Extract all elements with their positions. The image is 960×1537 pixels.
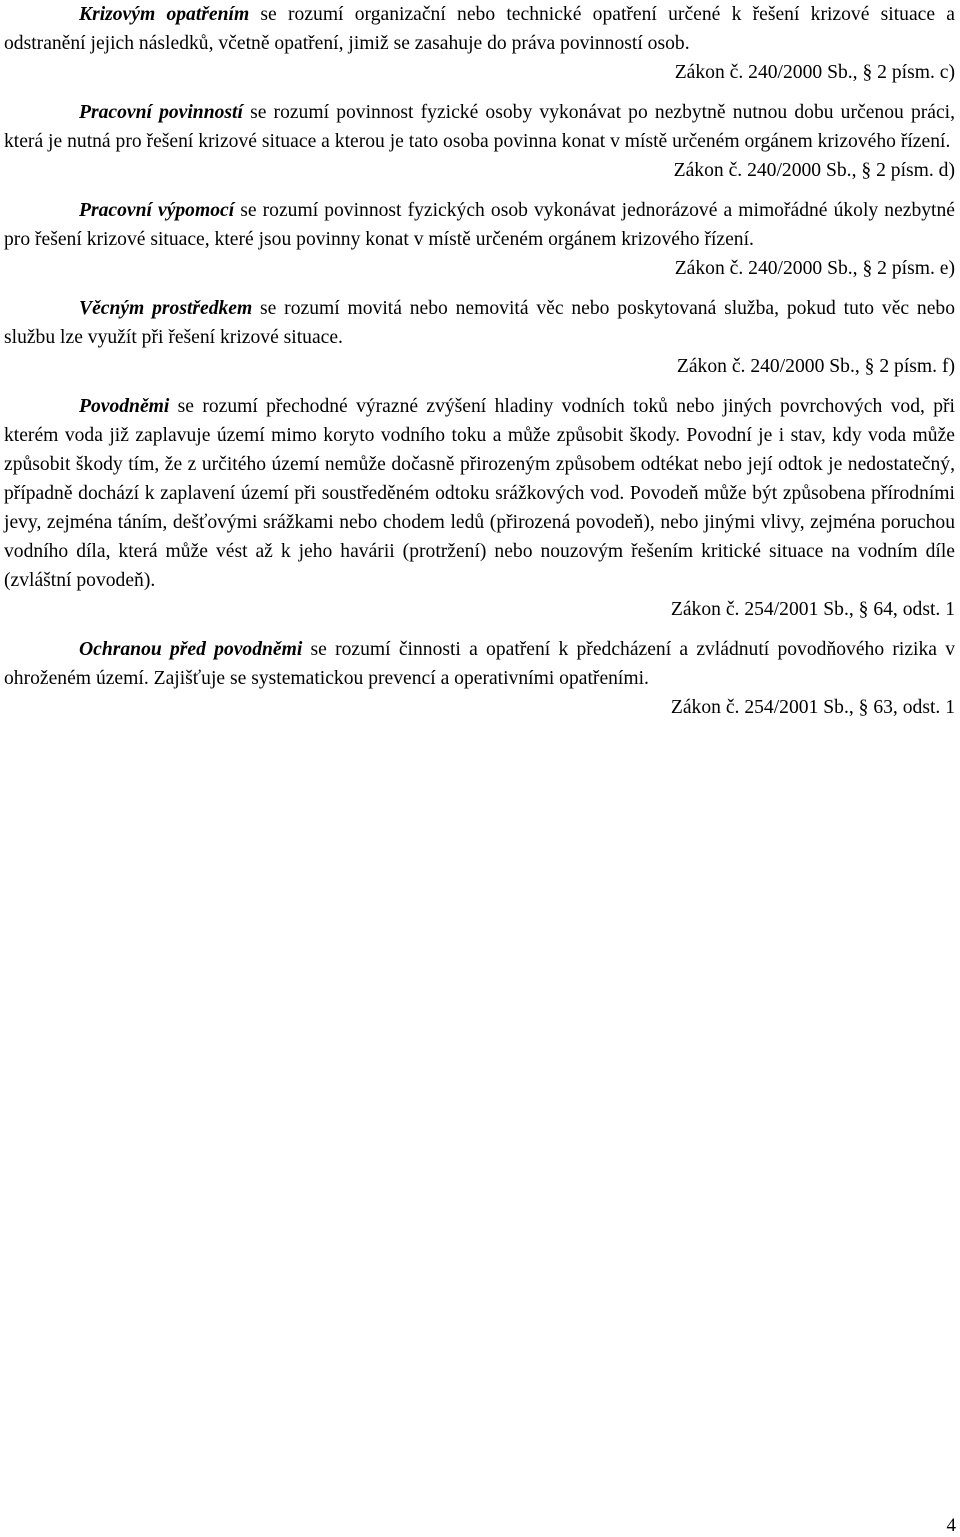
definition-text: se rozumí přechodné výrazné zvýšení hladiny vodních toků nebo jiných povrchových vod, při kterém voda již zaplavuje území mimo koryto vodního toku a může způsobit škody. Povodní je i stav, kdy voda může způsobit škody tím, že z určitého území nemůže dočasně přirozeným způsobem odtékat nebo její odtok je nedostatečný, případně dochází k zaplavení území při soustředěném odtoku srážkových vod. Povodeň může být způsobena přírodními jevy, zejména táním, dešťovými srážkami nebo chodem ledů (přirozená povodeň), nebo jinými vlivy, zejména poruchou vodního díla, která může vést až k jeho havárii (protržení) nebo nouzovým řešením kritické situace na vodním díle (zvláštní povodeň). xyxy=(4,396,955,591)
definition-text: se rozumí povinnost fyzických osob vykonávat jednorázové a mimořádné úkoly nezbytné pro řešení krizové situace, které jsou povinny konat v místě určeném orgánem krizového řízení. xyxy=(4,200,955,250)
law-citation: Zákon č. 240/2000 Sb., § 2 písm. e) xyxy=(674,258,955,279)
definition-paragraph xyxy=(4,98,955,156)
definition-text: se rozumí povinnost fyzické osoby vykonávat po nezbytně nutnou dobu určenou práci, která je nutná pro řešení krizové situace a kterou je tato osoba povinna konat v místě určeném orgánem krizového řízení. xyxy=(4,102,955,152)
law-citation: Zákon č. 240/2000 Sb., § 2 písm. f) xyxy=(676,356,955,377)
definition-text: se rozumí organizační nebo technické opatření určené k řešení krizové situace a odstranění jejich následků, včetně opatření, jimiž se zasahuje do práva povinností osob. xyxy=(4,4,955,54)
definition-entry-floods xyxy=(4,392,955,624)
defined-term: Věcným prostředkem xyxy=(79,298,253,319)
definition-paragraph xyxy=(4,294,955,352)
defined-term: Ochranou před povodněmi xyxy=(79,639,303,660)
definition-entry-crisis-measure xyxy=(4,0,955,87)
defined-term: Pracovní výpomocí xyxy=(79,200,235,221)
page-number: 4 xyxy=(946,1515,956,1536)
definition-entry-work-duty xyxy=(4,98,955,185)
definition-text: se rozumí movitá nebo nemovitá věc nebo poskytovaná služba, pokud tuto věc nebo službu lze využít při řešení krizové situace. xyxy=(4,298,955,348)
document-body xyxy=(4,0,955,722)
law-citation: Zákon č. 254/2001 Sb., § 64, odst. 1 xyxy=(670,599,955,620)
definition-paragraph xyxy=(4,392,955,595)
defined-term: Krizovým opatřením xyxy=(79,4,250,25)
defined-term: Pracovní povinností xyxy=(79,102,243,123)
definition-paragraph xyxy=(4,196,955,254)
law-citation: Zákon č. 254/2001 Sb., § 63, odst. 1 xyxy=(670,697,955,718)
definition-paragraph xyxy=(4,635,955,693)
defined-term: Povodněmi xyxy=(79,396,170,417)
law-citation: Zákon č. 240/2000 Sb., § 2 písm. c) xyxy=(674,62,955,83)
definition-paragraph xyxy=(4,0,955,58)
definition-entry-work-assistance xyxy=(4,196,955,283)
definition-entry-material-means xyxy=(4,294,955,381)
definition-text: se rozumí činnosti a opatření k předcházení a zvládnutí povodňového rizika v ohroženém území. Zajišťuje se systematickou prevencí a operativními opatřeními. xyxy=(4,639,955,689)
law-citation: Zákon č. 240/2000 Sb., § 2 písm. d) xyxy=(673,160,955,181)
definition-entry-flood-protection xyxy=(4,635,955,722)
